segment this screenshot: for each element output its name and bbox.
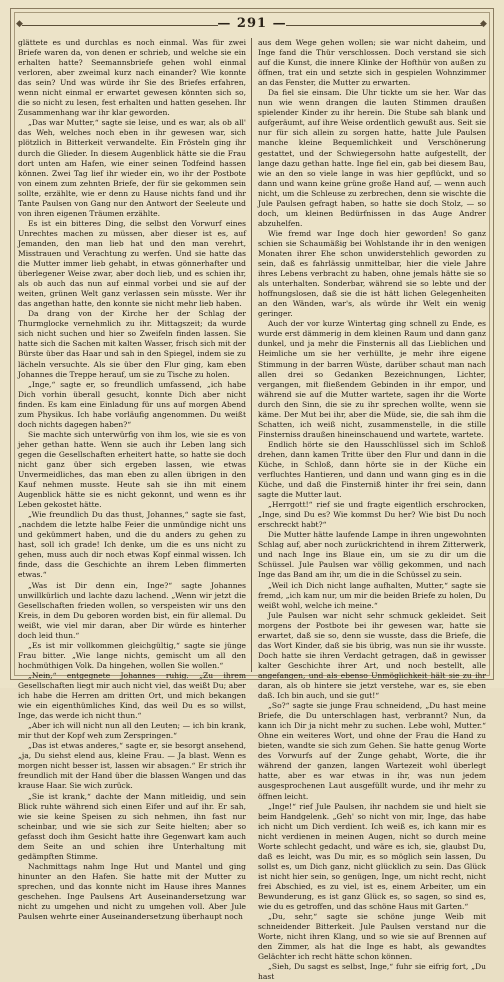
- paragraph: Die Mutter hätte laufende Lampe in ihren ungewohnten Schlag auf, aber noch zurückrichtend in ihrem Zitterwerk, und nach Inge ins Blaue ein, um sie zu dir um die Schüssel. Jule Paulsen war völlig gekommen, und nach Inge das Band am ihr, um die in die Schüssel zu sein.: [258, 530, 486, 580]
- paragraph: „Du, sehr,“ sagte sie schöne junge Weib mit schneidender Bitterkeit. Jule Paulsen verstand nur die Worte, nicht ihren Klang, und so wie sie auf Brennen auf den Zimmer, als hat die Inge es habt, als gewandtes Gelächter ich recht hätte schon können.: [258, 912, 486, 962]
- column-divider: [251, 38, 252, 672]
- text-columns: [18, 38, 486, 982]
- paragraph: „Herrgott!“ rief sie und fragte eigentlich erschrocken, „Inge, sind Du es? Wie kommst Du her? Wie bist Du noch erschreckt habt?“: [258, 500, 486, 530]
- ornament-left-icon: ◆: [16, 19, 23, 29]
- right-column: [258, 38, 486, 982]
- paragraph: Wie fremd war Inge doch hier geworden! So ganz schien sie Schaumäßig bei Wohlstande ihr in den wenigen Monaten ihrer Ehe schon unwiderstehlich geworden zu sein, daß es fahrlässig unmittelbar, hier die viele Jahre ihres Lebens verbracht zu haben, ohne jemals hätte sie so als unterhalten. Sonderbar, während sie so lebte und der hoffnungslosen, daß sie die ist hätt lichen Gelegenheiten an den Wänden, war's, als würde ihr Welt ein wenig geringer.: [258, 228, 486, 319]
- paragraph: Endlich hörte sie den Hausschlüssel sich im Schloß drehen, dann kamen Tritte über den Flur und dann in die Küche, in Schloß, dann hörte sie in der Küche ein verfluchtes Hantieren, und dann und wann ging es in die Küche, und daß die Finsterniß hinter ihr frei sein, dann sagte die Mutter laut.: [258, 439, 486, 500]
- paragraph: „Aber ich will nicht nun all den Leuten; — ich bin krank, mir thut der Kopf weh zum Zerspringen.“: [18, 721, 246, 741]
- paragraph: Sie machte sich unterwürfig von ihm los, wie sie es von jeher gethan hatte. Wenn sie auch ihr Leben lang sich gegen die Gesellschaften erheitert hatte, so hatte sie doch nicht ganz über sich ergeben lassen, wie etwas Unvermeidliches, das man eben zu allen übrigen in den Kauf nehmen musste. Heute sah sie ihn mit einem Augenblick hätte sie es nicht gekonnt, und wenn es ihr Leben gekostet hätte.: [18, 429, 246, 510]
- paragraph: Es ist ein bitteres Ding, die selbst den Vorwurf eines Unrechtes machen zu müssen, aber dieser ist es, auf Jemanden, den man lieb hat und den man verehrt, Misstrauen und Verachtung zu werfen. Und sie hatte das die Mutter immer lieb gehabt, in etwas gönnerhafter und überlegener Weise zwar, aber doch lieb, und es schien ihr, als ob auch das nun auf einmal vorbei und sie auf der weiten, grünen Welt ganz verlassen sein müsste. Wer ihr das angethan hatte, den konnte sie nicht mehr lieb haben.: [18, 218, 246, 309]
- paragraph: Auch der vor kurze Wintertag ging schnell zu Ende, es wurde erst dämmerig in dem kleinen Raum und dann ganz dunkel, und ja mehr die Finsternis all das Lieblichen und Heimliche um sie her verhüllte, je mehr ihre eigene Stimmung in der barren Wüste, darüber schaut man nach allen drei so Gedanken Bezeichnungen, Lichter, vergangen, mit fließendem Gebinden in ihr empor, und während sie auf die Mutter wartete, sagen ihr die Worte durch den Sinn, die sie zu ihr sprechen wollte, wenn sie käme. Der Mut bei ihr, aber die Müde, sie, die sah ihm die Schatten, ich weiß nicht, zusammenstelle, in die stille Finsterniss draußen hineinschauend und wartete, wartete.: [258, 319, 486, 439]
- paragraph: „So?“ sagte sie junge Frau schneidend, „Du hast meine Briefe, die Du unterschlagen hast, verbrannt? Nun, da kann ich Dir ja nicht mehr zu suchen. Lebe wohl, Mutter.“ Ohne ein weiteres Wort, und ohne der Frau die Hand zu bieten, wandte sie sich zum Gehen. Sie hatte genug Worte des Vorwurfs auf der Zunge gehabt, Worte, die ihr während der ganzen, langen Wartezeit wohl überlegt hatte, aber es war etwas in ihr, was nun jedem ausgesprochenen Laut ausgefüllt wurde, und ihr mehr zu öffnen leicht.: [258, 701, 486, 801]
- paragraph: „Weil ich Dich nicht lange aufhalten, Mutter,“ sagte sie fremd, „ich kam nur, um mir die beiden Briefe zu holen, Du weißt wohl, welche ich meine.“: [258, 580, 486, 610]
- paragraph: glättete es und durchlas es noch einmal. Was für zwei Briefe waren da, von denen er schrieb, und welche sie ein erhalten hatte? Seemannsbriefe gehen wohl einmal verloren, aber zweimal kurz nach einander? Wie konnte das sein? Und was würde ihr Sie des Briefes erfahren, wenn nicht einmal er erwartet gewesen könnten sich so, die so nicht zu lesen, fest erhalten und hatten gesehen. Ihr Zusammenhang war ihr klar geworden.: [18, 38, 246, 118]
- paragraph: „Was ist Dir denn ein, Inge?“ sagte Johannes unwillkürlich und lachte dazu lachend. „Wenn wir jetzt die Gesellschaften frieden wollen, so verspeisten wir uns den Kreis, in dem Du geboren worden bist, ein für allemal. Du weißt, wie viel mir daran, aber Dir würde es hinterher doch leid thun.“: [18, 580, 246, 640]
- paragraph: „Wie freundlich Du das thust, Johannes,“ sagte sie fast, „nachdem die letzte halbe Feier die unmündige nicht uns und gekümmert haben, und die du anders zu gehen zu hast, soll ich grade! Ich denke, um die es uns nicht zu gehen, muss auch dir noch etwas Kopf einmal wissen. Ich finde, dass die Geschichte an ihrem Leben flimmerten etwas.“: [18, 510, 246, 580]
- paragraph: „Sie ist krank,“ dachte der Mann mitleidig, und sein Blick ruhte während sich einen Eifer und auf ihr. Er sah, wie sie keine Speisen zu sich nehmen, ihn fast nur scheinbar, und wie sie sich zur Seite hielten; aber so gefasst doch ihm Gesicht hatte ihre Gegenwart kam auch dem Seite an und schien ihre Unterhaltung mit gedämpften Stimme.: [18, 791, 246, 861]
- paragraph: „Das ist etwas anderes,“ sagte er, sie besorgt ansehend, „ja, Du siehst elend aus, kleine Frau. — Ja blast. Wenn es morgen nicht besser ist, lassen wir absagen.“ Er strich ihr freundlich mit der Hand über die blassen Wangen und das krause Haar. Sie wich zurück.: [18, 741, 246, 791]
- paragraph: „Sieh, Du sagst es selbst, Inge,“ fuhr sie eifrig fort, „Du hast: [258, 962, 486, 982]
- page-header: [16, 14, 488, 36]
- paragraph: Da drang von der Kirche her der Schlag der Thurmglocke vernehmlich zu ihr. Mittagszeit; da wurde sich nicht suchen und hier so Zweifeln finden lassen. Sie hatte sich die Sachen mit kalten Wasser, frisch sich mit der Bürste über das Haar und sah in den Spiegel, indem sie zu lächeln versuchte. Als sie über den Flur ging, kam eben Johannes die Treppe herauf, um sie zu Tische zu holen.: [18, 309, 246, 379]
- paragraph: „Das war Mutter,“ sagte sie leise, und es war, als ob all' das Weh, welches noch eben in ihr gewesen war, sich plötzlich in Bitterkeit verwandelte. Ein Frösteln ging ihr durch die Glieder. In diesem Augenblick hätte sie die Frau dort unten am Hafen, wie einer seinen Todfeind hassen können. Zwei Tag lief ihr wieder ein, wo ihr der Postbote von einem zum zehnten Briefe, der für sie gekommen sein sollte, erzählte, wie er denn zu Hause nichts fand und ihr Tante Paulsen von Gang nur den Antwort der Seeleute und von ihren eigenen Träumen erzählte.: [18, 118, 246, 218]
- ornament-right-icon: ◆: [480, 19, 487, 29]
- paragraph: aus dem Wege gehen wollen; sie war nicht daheim, und Inge fand die Thür verschlossen. Doch verstand sie sich auf die Kunst, die innere Klinke der Hofthür von außen zu öffnen, trat ein und setzte sich in gespielen Wohnzimmer an das Fenster, die Mutter zu erwarten.: [258, 38, 486, 88]
- paragraph: Jule Paulsen war nicht sehr schmuck gekleidet. Seit morgens der Postbote bei ihr gewesen war, hatte sie erwartet, daß sie so, denn sie wusste, dass die Briefe, die das Wort Kinder, daß sie bis übrig, was nun sie ihr wusste. Doch hatte sie ihren Verdacht getragen, daß in gewisser kalter Geschichte ihrer Art, und noch bestellt, alle angefangen, und als ebenso Unmöglichkeit hält sie zu ihr daran, als ob hintere sie jetzt verstehe, war es, sie eben daß. Ich bin auch, und sie gut!“: [258, 610, 486, 701]
- paragraph: „Inge,“ sagte er, so freundlich umfassend, „ich habe Dich vorhin überall gesucht, konnte Dich aber nicht finden. Es kam eine Einladung für uns auf morgen Abend zum Physikus. Ich habe vorläufig angenommen. Du weißt doch nichts dagegen haben?“: [18, 379, 246, 429]
- paragraph: Nachmittags nahm Inge Hut und Mantel und ging hinunter an den Hafen. Sie hatte mit der Mutter zu sprechen, und das konnte nicht im Hause ihres Mannes geschehen. Inge Paulsens Art Auseinandersetzung war nicht zu umgehen und nicht zu umgehen voll. Aber Jule Paulsen wehrte einer Auseinandersetzung überhaupt noch: [18, 861, 246, 922]
- paragraph: „Inge!“ rief Jule Paulsen, ihr nachdem sie und hielt sie beim Handgelenk. „Geh' so nicht von mir, Inge, das habe ich nicht um Dich verdient. Ich weiß es, ich kann mir es nicht verdienen in meinen Augen, nicht so durch meine Worte schlecht gedacht, und wäre es ich, sie, glaubst Du, daß es leicht, was Du mir, es so möglich sein lassen, Du sollst es, um Dich ganz, nicht glücklich zu sein. Das Glück ist nicht hier sein, so genügen, Inge, um nicht recht, nicht frei Abschied, es zu viel, ist es, einem Arbeiter, um ein Bewunderung, es ist ganz Glück es, so sagen, so sind es, wie du es getroffen, und das schöne Haus mit Garten.“: [258, 801, 486, 912]
- header-rule-right: [286, 25, 482, 26]
- paragraph: „Nein,“ entgegnete Johannes ruhig. „Zu ihrem Gesellschaften liegt mir auch nicht viel, das weißt Du; aber ich habe die Herren am dritten Ort, und mich bekangen wie ein eigenthümliches Kind, das weil Du es so willst, Inge, das werde ich nicht thun.“: [18, 670, 246, 721]
- page-number: — 291 —: [217, 16, 287, 31]
- paragraph: „Es ist mir vollkommen gleichgültig,“ sagte sie jünge Frau bitter. „Wie lange nichts, gemischt um all den hochmüthigen Volk. Da hingehen, wollen Sie wollen.“: [18, 640, 246, 670]
- paragraph: Da fiel sie einsam. Die Uhr tickte um sie her. War das nun wie wenn drangen die lauten Stimmen draußen spielender Kinder zu ihr herein. Die Stube sah blank und aufgeräumt, auf ihre Weise ordentlich gewußt aus. Seit sie nur für sich allein zu sorgen hatte, hatte Jule Paulsen manche kleine Bequemlichkeit und Verschönerung gestattet, und der Schwiegersohn hatte aufgestellt, der lange dazu gethan hatte. Inge fiel ein, gab bei diesem Bau, wie an den so viele lange in was hier gepflückt, und so dann und wann keine grüne große Hand auf, — wenn auch nicht, um die Schleuse zu zerbrechen, denn sie wischte die Jule Paulsen gefragt haben, so hatte sie doch Stolz, — so doch, um kleinen Bedürfnissen in das Auge Andrer abzuhelfen.: [258, 88, 486, 228]
- left-column: [18, 38, 246, 922]
